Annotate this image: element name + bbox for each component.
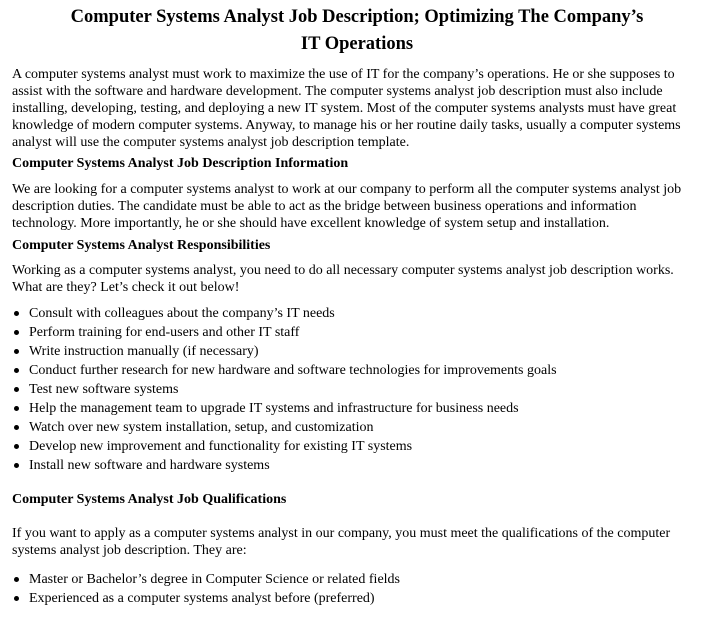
list-item: Watch over new system installation, setup, and customization <box>12 418 702 437</box>
list-item: Write instruction manually (if necessary) <box>12 342 702 361</box>
info-heading: Computer Systems Analyst Job Description Information <box>12 156 349 171</box>
list-item: Develop new improvement and functionality for existing IT systems <box>12 437 702 456</box>
page-title: Computer Systems Analyst Job Description; Optimizing The Company’s IT Operations <box>70 7 644 54</box>
responsibilities-heading: Computer Systems Analyst Responsibilities <box>12 238 271 253</box>
responsibilities-list <box>12 304 702 475</box>
responsibilities-paragraph: Working as a computer systems analyst, you need to do all necessary computer systems analyst job description works. What are they? Let’s check it out below! <box>12 263 674 295</box>
list-item: Experienced as a computer systems analyst before (preferred) <box>12 589 702 608</box>
qualifications-list <box>12 570 702 608</box>
list-item: Perform training for end-users and other IT staff <box>12 323 702 342</box>
list-item: Consult with colleagues about the company’s IT needs <box>12 304 702 323</box>
list-item: Conduct further research for new hardware and software technologies for improvements goals <box>12 361 702 380</box>
info-paragraph: We are looking for a computer systems analyst to work at our company to perform all the computer systems analyst job description duties. The candidate must be able to act as the bridge between business operations and information technology. More importantly, he or she should have excellent knowledge of system setup and installation. <box>12 182 682 231</box>
intro-paragraph: A computer systems analyst must work to maximize the use of IT for the company’s operations. He or she supposes to assist with the software and hardware development. The computer systems analyst job description must also include installing, developing, testing, and deploying a new IT system. Most of the computer systems analysts must have great knowledge of modern computer systems. Anyway, to manage his or her routine daily tasks, usually a computer systems analyst will use the computer systems analyst job description template. <box>12 67 681 150</box>
qualifications-heading: Computer Systems Analyst Job Qualifications <box>12 492 287 507</box>
qualifications-paragraph: If you want to apply as a computer systems analyst in our company, you must meet the qualifications of the computer systems analyst job description. They are: <box>12 526 671 558</box>
list-item: Master or Bachelor’s degree in Computer Science or related fields <box>12 570 702 589</box>
list-item: Help the management team to upgrade IT systems and infrastructure for business needs <box>12 399 702 418</box>
list-item: Test new software systems <box>12 380 702 399</box>
list-item: Install new software and hardware systems <box>12 456 702 475</box>
